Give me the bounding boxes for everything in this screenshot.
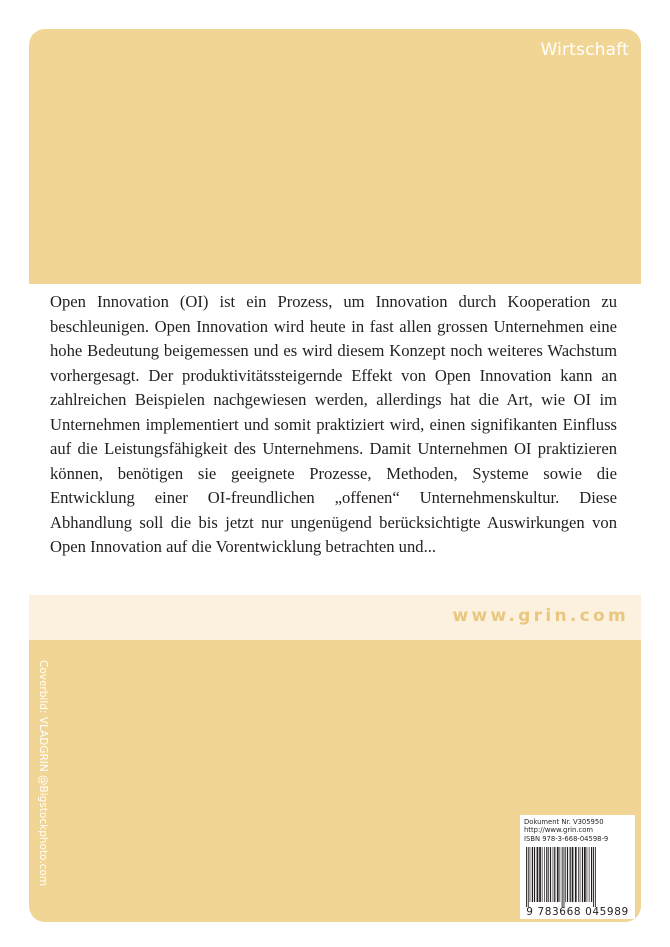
top-panel	[29, 29, 641, 284]
document-url: http://www.grin.com	[524, 826, 594, 835]
barcode-bar	[542, 847, 543, 902]
barcode-bar	[532, 847, 533, 902]
blurb-text: Open Innovation (OI) ist ein Prozess, um Innovation durch Kooperation zu beschleunigen. Open Innovation wird heute in fast allen grossen Unternehmen eine hohe Bedeutung beigemessen und es wird diesem Konzept noch weiteres Wachstum vorhergesagt. Der produktivitätssteigernde Effekt von Open Innovation kann an zahlreichen Beispielen nachgewiesen werden, allerdings hat die Art, wie OI im Unternehmen implementiert und somit praktiziert wird, einen signifikanten Einfluss auf die Leistungsfähigkeit des Unternehmens. Damit Unternehmen OI praktizieren können, benötigen sie geeignete Prozesse, Methoden, Systeme sowie die Entwicklung einer OI-freundlichen „offenen“ Unternehmenskultur. Diese Abhandlung soll die bis jetzt nur ungenügend berücksichtigte Auswirkungen von Open Innovation auf die Vorentwicklung betrachten und...	[50, 292, 617, 556]
barcode-bar	[582, 847, 583, 902]
barcode-box	[520, 815, 635, 919]
barcode-bar	[570, 847, 571, 902]
barcode-bar	[537, 847, 539, 902]
barcode-bar	[562, 847, 563, 907]
cover-credit	[32, 660, 50, 910]
barcode-bar	[580, 847, 581, 902]
barcode-bar	[564, 847, 565, 907]
barcode-bar	[560, 847, 561, 902]
barcode-bar	[565, 847, 566, 902]
barcode-bar	[548, 847, 549, 902]
barcode-bar	[553, 847, 554, 902]
barcode-icon	[524, 847, 630, 907]
website-url[interactable]: www.grin.com	[452, 606, 629, 626]
document-number: Dokument Nr. V305950	[524, 818, 604, 826]
barcode-bar	[572, 847, 574, 902]
barcode-bar	[539, 847, 541, 902]
barcode-bar	[584, 847, 586, 902]
barcode-bar	[567, 847, 568, 902]
barcode-bar	[550, 847, 551, 902]
barcode-bar	[595, 847, 596, 907]
cover-credit-text: Coverbild: VLADGRIN @Bigstockphoto.com	[37, 660, 49, 887]
barcode-bar	[528, 847, 529, 907]
barcode-bar	[575, 847, 577, 902]
barcode-bar	[557, 847, 559, 902]
category-label: Wirtschaft	[540, 40, 629, 60]
barcode-bar	[589, 847, 590, 902]
barcode-bar	[526, 847, 527, 907]
barcode-bar	[554, 847, 555, 902]
barcode-bar	[546, 847, 547, 902]
barcode-bar	[593, 847, 594, 907]
barcode-bar	[534, 847, 535, 902]
barcode-bar	[530, 847, 531, 902]
barcode-bar	[587, 847, 588, 902]
barcode-bar	[591, 847, 592, 902]
document-meta	[524, 818, 608, 843]
url-band	[29, 595, 641, 640]
barcode-bar	[578, 847, 579, 902]
barcode-bar	[544, 847, 545, 902]
barcode-number: 9 783668 045989	[526, 906, 629, 918]
isbn: ISBN 978-3-668-04598-9	[524, 834, 609, 843]
